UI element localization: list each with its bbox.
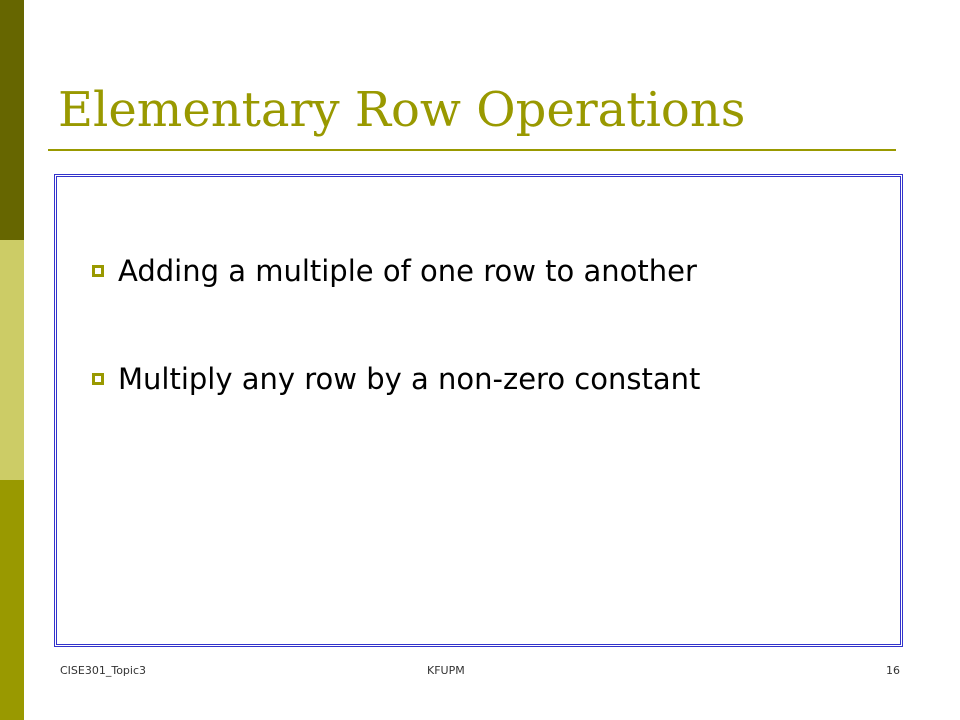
sidebar-band-light — [0, 240, 24, 480]
title-divider — [48, 149, 896, 151]
content-frame — [54, 174, 903, 647]
square-bullet-icon — [92, 265, 104, 277]
bullet-text: Multiply any row by a non-zero constant — [118, 362, 701, 396]
footer-institution-label: KFUPM — [427, 664, 465, 677]
slide-title: Elementary Row Operations — [58, 82, 746, 138]
sidebar-band-olive — [0, 480, 24, 720]
page-number: 16 — [886, 664, 900, 677]
footer-course-label: CISE301_Topic3 — [60, 664, 147, 677]
sidebar-band-dark — [0, 0, 24, 240]
square-bullet-icon — [92, 373, 104, 385]
bullet-text: Adding a multiple of one row to another — [118, 254, 697, 288]
